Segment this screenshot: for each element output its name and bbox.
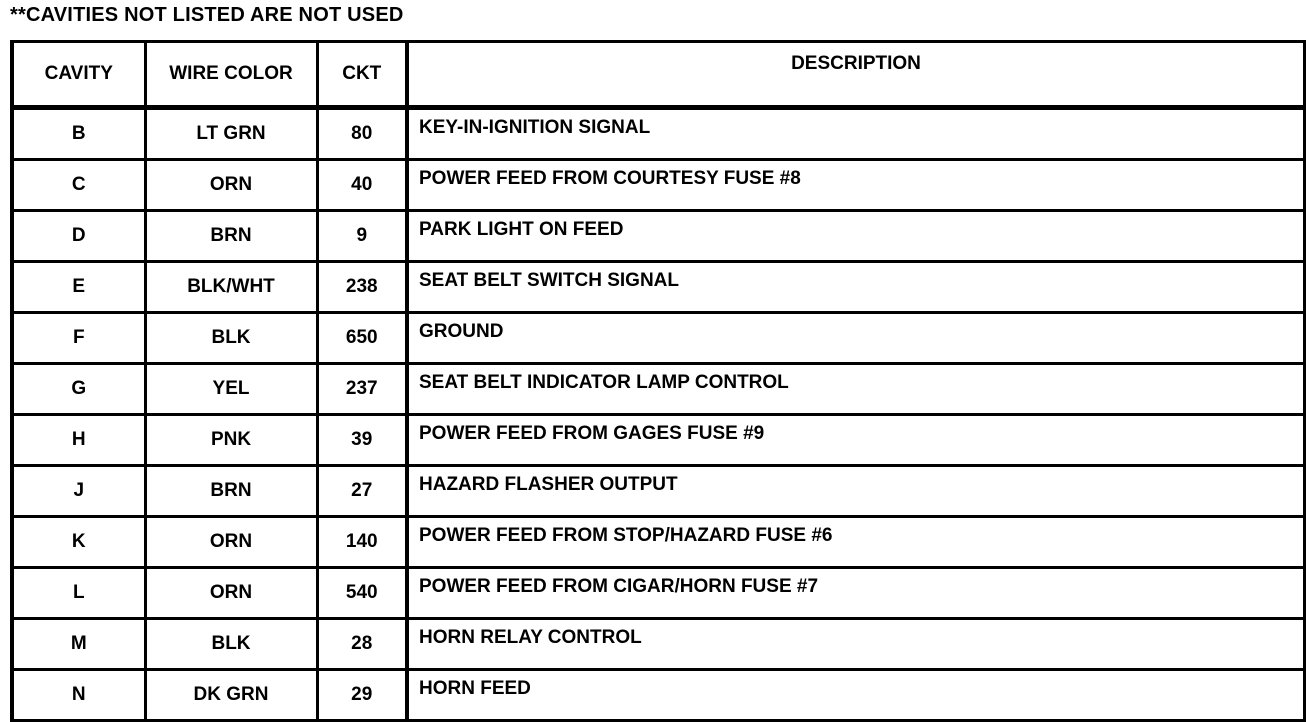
cell-wire-color: BRN — [145, 211, 317, 262]
cell-cavity: G — [12, 364, 145, 415]
cell-cavity: M — [12, 619, 145, 670]
cell-description: HORN RELAY CONTROL — [407, 619, 1305, 670]
cell-ckt: 540 — [317, 568, 407, 619]
cell-ckt: 237 — [317, 364, 407, 415]
cell-ckt: 238 — [317, 262, 407, 313]
cell-cavity: L — [12, 568, 145, 619]
table-row — [12, 619, 1305, 670]
header-description: DESCRIPTION — [407, 42, 1305, 108]
cell-cavity: C — [12, 160, 145, 211]
cell-description: SEAT BELT INDICATOR LAMP CONTROL — [407, 364, 1305, 415]
cell-description: POWER FEED FROM COURTESY FUSE #8 — [407, 160, 1305, 211]
table-body — [12, 108, 1305, 721]
cell-ckt: 9 — [317, 211, 407, 262]
cell-cavity: J — [12, 466, 145, 517]
table-row — [12, 364, 1305, 415]
cavities-note: **CAVITIES NOT LISTED ARE NOT USED — [10, 4, 404, 26]
cell-cavity: D — [12, 211, 145, 262]
cell-ckt: 40 — [317, 160, 407, 211]
cell-description: POWER FEED FROM GAGES FUSE #9 — [407, 415, 1305, 466]
cell-ckt: 80 — [317, 108, 407, 160]
cell-description: SEAT BELT SWITCH SIGNAL — [407, 262, 1305, 313]
connector-pinout-table — [10, 40, 1306, 722]
cell-wire-color: LT GRN — [145, 108, 317, 160]
cell-cavity: K — [12, 517, 145, 568]
cell-ckt: 39 — [317, 415, 407, 466]
cell-ckt: 29 — [317, 670, 407, 721]
table-row — [12, 415, 1305, 466]
cell-wire-color: BLK — [145, 619, 317, 670]
cell-description: POWER FEED FROM CIGAR/HORN FUSE #7 — [407, 568, 1305, 619]
cell-wire-color: ORN — [145, 568, 317, 619]
table-row — [12, 262, 1305, 313]
cell-description: POWER FEED FROM STOP/HAZARD FUSE #6 — [407, 517, 1305, 568]
header-ckt: CKT — [317, 42, 407, 108]
cell-description: PARK LIGHT ON FEED — [407, 211, 1305, 262]
cell-cavity: B — [12, 108, 145, 160]
cell-wire-color: PNK — [145, 415, 317, 466]
cell-ckt: 650 — [317, 313, 407, 364]
cell-wire-color: ORN — [145, 517, 317, 568]
cell-cavity: H — [12, 415, 145, 466]
cell-cavity: E — [12, 262, 145, 313]
cell-wire-color: ORN — [145, 160, 317, 211]
cell-description: GROUND — [407, 313, 1305, 364]
header-cavity: CAVITY — [12, 42, 145, 108]
cell-cavity: F — [12, 313, 145, 364]
cell-wire-color: BLK — [145, 313, 317, 364]
cell-wire-color: DK GRN — [145, 670, 317, 721]
cell-ckt: 140 — [317, 517, 407, 568]
cell-description: HAZARD FLASHER OUTPUT — [407, 466, 1305, 517]
table-row — [12, 466, 1305, 517]
table-row — [12, 313, 1305, 364]
table-row — [12, 568, 1305, 619]
table-row — [12, 517, 1305, 568]
cell-description: KEY-IN-IGNITION SIGNAL — [407, 108, 1305, 160]
cell-wire-color: BRN — [145, 466, 317, 517]
header-wire-color: WIRE COLOR — [145, 42, 317, 108]
cell-wire-color: BLK/WHT — [145, 262, 317, 313]
header-row — [12, 42, 1305, 108]
cell-ckt: 27 — [317, 466, 407, 517]
table-row — [12, 160, 1305, 211]
cell-wire-color: YEL — [145, 364, 317, 415]
cell-description: HORN FEED — [407, 670, 1305, 721]
table-header — [12, 42, 1305, 108]
table-row — [12, 211, 1305, 262]
cell-ckt: 28 — [317, 619, 407, 670]
table-row — [12, 670, 1305, 721]
table-row — [12, 108, 1305, 160]
cell-cavity: N — [12, 670, 145, 721]
